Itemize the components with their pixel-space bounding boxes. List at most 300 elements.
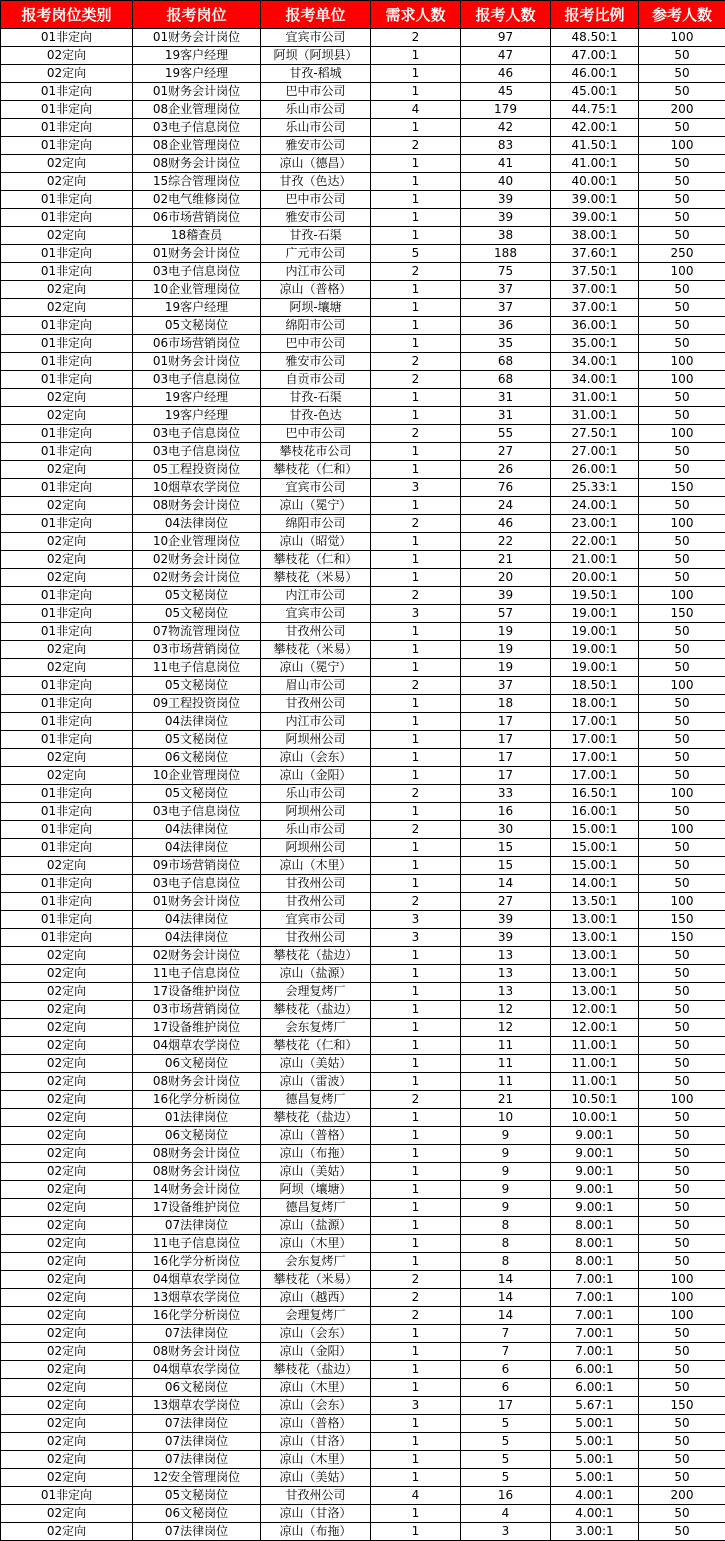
cell-applicants: 27 <box>461 893 551 911</box>
table-row <box>1 839 725 857</box>
cell-demand: 1 <box>371 1343 461 1361</box>
cell-applicants: 13 <box>461 983 551 1001</box>
cell-unit: 乐山市公司 <box>261 821 371 839</box>
cell-applicants: 21 <box>461 551 551 569</box>
table-row <box>1 497 725 515</box>
col-header-category: 报考岗位类别 <box>1 1 133 29</box>
cell-applicants: 188 <box>461 245 551 263</box>
cell-unit: 阿坝（壤塘） <box>261 1181 371 1199</box>
cell-category: 01非定向 <box>1 245 133 263</box>
cell-demand: 1 <box>371 461 461 479</box>
cell-unit: 凉山（木里） <box>261 1235 371 1253</box>
cell-category: 02定向 <box>1 1469 133 1487</box>
cell-examinees: 50 <box>639 641 725 659</box>
cell-unit: 凉山（会东） <box>261 1397 371 1415</box>
cell-unit: 凉山（布拖） <box>261 1523 371 1541</box>
cell-position: 05文秘岗位 <box>133 587 261 605</box>
table-row <box>1 389 725 407</box>
cell-category: 02定向 <box>1 659 133 677</box>
cell-position: 16化学分析岗位 <box>133 1253 261 1271</box>
cell-unit: 凉山（美姑） <box>261 1055 371 1073</box>
table-row <box>1 641 725 659</box>
cell-unit: 甘孜-色达 <box>261 407 371 425</box>
cell-examinees: 50 <box>639 713 725 731</box>
cell-ratio: 3.00:1 <box>551 1523 639 1541</box>
cell-applicants: 9 <box>461 1127 551 1145</box>
table-row <box>1 533 725 551</box>
cell-demand: 1 <box>371 569 461 587</box>
cell-applicants: 46 <box>461 65 551 83</box>
cell-position: 01财务会计岗位 <box>133 29 261 47</box>
cell-demand: 1 <box>371 83 461 101</box>
cell-demand: 1 <box>371 407 461 425</box>
cell-examinees: 50 <box>639 1415 725 1433</box>
cell-unit: 攀枝花市公司 <box>261 443 371 461</box>
cell-unit: 宜宾市公司 <box>261 605 371 623</box>
col-header-unit: 报考单位 <box>261 1 371 29</box>
cell-applicants: 24 <box>461 497 551 515</box>
cell-category: 01非定向 <box>1 713 133 731</box>
cell-unit: 凉山（甘洛） <box>261 1505 371 1523</box>
cell-examinees: 200 <box>639 1487 725 1505</box>
cell-ratio: 27.50:1 <box>551 425 639 443</box>
cell-position: 06文秘岗位 <box>133 1127 261 1145</box>
cell-applicants: 38 <box>461 227 551 245</box>
cell-applicants: 16 <box>461 1487 551 1505</box>
cell-unit: 眉山市公司 <box>261 677 371 695</box>
cell-applicants: 46 <box>461 515 551 533</box>
cell-examinees: 100 <box>639 425 725 443</box>
cell-position: 08财务会计岗位 <box>133 497 261 515</box>
table-row <box>1 281 725 299</box>
cell-ratio: 7.00:1 <box>551 1307 639 1325</box>
table-row <box>1 1109 725 1127</box>
cell-demand: 1 <box>371 281 461 299</box>
cell-unit: 凉山（雷波） <box>261 1073 371 1091</box>
cell-ratio: 23.00:1 <box>551 515 639 533</box>
cell-examinees: 50 <box>639 947 725 965</box>
cell-examinees: 50 <box>639 47 725 65</box>
cell-unit: 凉山（越西） <box>261 1289 371 1307</box>
cell-examinees: 50 <box>639 749 725 767</box>
cell-position: 04烟草农学岗位 <box>133 1037 261 1055</box>
cell-position: 05文秘岗位 <box>133 785 261 803</box>
cell-demand: 1 <box>371 1181 461 1199</box>
cell-examinees: 50 <box>639 1037 725 1055</box>
cell-ratio: 35.00:1 <box>551 335 639 353</box>
cell-examinees: 50 <box>639 1019 725 1037</box>
cell-unit: 甘孜州公司 <box>261 623 371 641</box>
cell-ratio: 17.00:1 <box>551 731 639 749</box>
cell-ratio: 8.00:1 <box>551 1235 639 1253</box>
cell-demand: 1 <box>371 173 461 191</box>
cell-applicants: 17 <box>461 1397 551 1415</box>
cell-demand: 2 <box>371 785 461 803</box>
cell-demand: 2 <box>371 677 461 695</box>
cell-unit: 乐山市公司 <box>261 785 371 803</box>
cell-unit: 阿坝州公司 <box>261 839 371 857</box>
cell-examinees: 50 <box>639 1145 725 1163</box>
cell-position: 08财务会计岗位 <box>133 1163 261 1181</box>
cell-unit: 攀枝花（米易） <box>261 569 371 587</box>
table-row <box>1 821 725 839</box>
table-row <box>1 1127 725 1145</box>
cell-examinees: 50 <box>639 461 725 479</box>
cell-examinees: 50 <box>639 965 725 983</box>
cell-applicants: 11 <box>461 1073 551 1091</box>
cell-applicants: 40 <box>461 173 551 191</box>
cell-category: 01非定向 <box>1 893 133 911</box>
cell-examinees: 100 <box>639 677 725 695</box>
cell-demand: 1 <box>371 389 461 407</box>
cell-examinees: 50 <box>639 1127 725 1145</box>
cell-demand: 1 <box>371 1037 461 1055</box>
table-row <box>1 713 725 731</box>
cell-examinees: 50 <box>639 1469 725 1487</box>
cell-ratio: 10.50:1 <box>551 1091 639 1109</box>
cell-ratio: 11.00:1 <box>551 1055 639 1073</box>
cell-category: 02定向 <box>1 173 133 191</box>
cell-demand: 1 <box>371 65 461 83</box>
cell-position: 16化学分析岗位 <box>133 1307 261 1325</box>
cell-unit: 凉山（会东） <box>261 1325 371 1343</box>
cell-ratio: 31.00:1 <box>551 389 639 407</box>
cell-unit: 凉山（普格） <box>261 1415 371 1433</box>
cell-unit: 甘孜-石渠 <box>261 227 371 245</box>
cell-ratio: 17.00:1 <box>551 749 639 767</box>
cell-applicants: 41 <box>461 155 551 173</box>
cell-examinees: 100 <box>639 29 725 47</box>
cell-position: 14财务会计岗位 <box>133 1181 261 1199</box>
cell-applicants: 6 <box>461 1361 551 1379</box>
cell-position: 01财务会计岗位 <box>133 893 261 911</box>
cell-category: 01非定向 <box>1 425 133 443</box>
cell-ratio: 9.00:1 <box>551 1163 639 1181</box>
cell-applicants: 9 <box>461 1145 551 1163</box>
cell-examinees: 50 <box>639 659 725 677</box>
cell-category: 02定向 <box>1 749 133 767</box>
cell-examinees: 50 <box>639 1253 725 1271</box>
cell-examinees: 100 <box>639 263 725 281</box>
table-row <box>1 749 725 767</box>
cell-demand: 1 <box>371 47 461 65</box>
cell-unit: 凉山（会东） <box>261 749 371 767</box>
cell-applicants: 9 <box>461 1199 551 1217</box>
cell-demand: 1 <box>371 713 461 731</box>
cell-position: 12安全管理岗位 <box>133 1469 261 1487</box>
cell-category: 01非定向 <box>1 29 133 47</box>
cell-category: 01非定向 <box>1 263 133 281</box>
cell-category: 01非定向 <box>1 785 133 803</box>
cell-category: 02定向 <box>1 1217 133 1235</box>
cell-applicants: 83 <box>461 137 551 155</box>
cell-unit: 雅安市公司 <box>261 353 371 371</box>
cell-ratio: 41.00:1 <box>551 155 639 173</box>
cell-unit: 雅安市公司 <box>261 137 371 155</box>
cell-applicants: 8 <box>461 1235 551 1253</box>
cell-applicants: 39 <box>461 191 551 209</box>
cell-demand: 1 <box>371 1253 461 1271</box>
cell-applicants: 11 <box>461 1055 551 1073</box>
cell-demand: 1 <box>371 1217 461 1235</box>
cell-ratio: 22.00:1 <box>551 533 639 551</box>
cell-applicants: 68 <box>461 353 551 371</box>
cell-position: 05文秘岗位 <box>133 605 261 623</box>
cell-unit: 会理复烤厂 <box>261 983 371 1001</box>
cell-examinees: 50 <box>639 191 725 209</box>
cell-examinees: 50 <box>639 1325 725 1343</box>
cell-unit: 凉山（美姑） <box>261 1469 371 1487</box>
table-row <box>1 1523 725 1541</box>
cell-applicants: 22 <box>461 533 551 551</box>
cell-demand: 1 <box>371 335 461 353</box>
cell-category: 01非定向 <box>1 803 133 821</box>
cell-position: 09市场营销岗位 <box>133 857 261 875</box>
cell-applicants: 9 <box>461 1163 551 1181</box>
table-row <box>1 1271 725 1289</box>
cell-demand: 1 <box>371 1505 461 1523</box>
cell-unit: 内江市公司 <box>261 713 371 731</box>
cell-applicants: 42 <box>461 119 551 137</box>
cell-demand: 1 <box>371 533 461 551</box>
cell-category: 01非定向 <box>1 119 133 137</box>
cell-category: 02定向 <box>1 47 133 65</box>
cell-unit: 攀枝花（盐边） <box>261 947 371 965</box>
table-row <box>1 965 725 983</box>
table-row <box>1 569 725 587</box>
cell-position: 02财务会计岗位 <box>133 569 261 587</box>
cell-applicants: 14 <box>461 1307 551 1325</box>
cell-category: 01非定向 <box>1 821 133 839</box>
cell-applicants: 7 <box>461 1325 551 1343</box>
table-row <box>1 407 725 425</box>
cell-examinees: 50 <box>639 1523 725 1541</box>
cell-demand: 1 <box>371 839 461 857</box>
cell-position: 07法律岗位 <box>133 1523 261 1541</box>
cell-ratio: 5.00:1 <box>551 1451 639 1469</box>
cell-demand: 1 <box>371 767 461 785</box>
cell-examinees: 150 <box>639 929 725 947</box>
cell-applicants: 15 <box>461 839 551 857</box>
cell-category: 01非定向 <box>1 317 133 335</box>
cell-ratio: 34.00:1 <box>551 371 639 389</box>
cell-demand: 2 <box>371 353 461 371</box>
cell-examinees: 150 <box>639 605 725 623</box>
cell-examinees: 200 <box>639 101 725 119</box>
cell-demand: 1 <box>371 1019 461 1037</box>
cell-ratio: 19.50:1 <box>551 587 639 605</box>
cell-applicants: 14 <box>461 1289 551 1307</box>
cell-applicants: 8 <box>461 1253 551 1271</box>
cell-category: 02定向 <box>1 1055 133 1073</box>
cell-unit: 凉山（盐源） <box>261 965 371 983</box>
cell-demand: 1 <box>371 551 461 569</box>
cell-applicants: 6 <box>461 1379 551 1397</box>
table-row <box>1 83 725 101</box>
cell-ratio: 4.00:1 <box>551 1505 639 1523</box>
cell-category: 02定向 <box>1 1289 133 1307</box>
cell-applicants: 36 <box>461 317 551 335</box>
cell-unit: 阿坝-壤塘 <box>261 299 371 317</box>
cell-position: 05文秘岗位 <box>133 731 261 749</box>
cell-category: 02定向 <box>1 857 133 875</box>
cell-examinees: 50 <box>639 1235 725 1253</box>
cell-unit: 会东复烤厂 <box>261 1019 371 1037</box>
cell-demand: 1 <box>371 1001 461 1019</box>
cell-unit: 凉山（金阳） <box>261 1343 371 1361</box>
cell-examinees: 50 <box>639 317 725 335</box>
cell-position: 05文秘岗位 <box>133 677 261 695</box>
table-row <box>1 1037 725 1055</box>
cell-applicants: 12 <box>461 1019 551 1037</box>
cell-position: 03电子信息岗位 <box>133 443 261 461</box>
table-row <box>1 461 725 479</box>
cell-examinees: 50 <box>639 1055 725 1073</box>
cell-unit: 攀枝花（盐边） <box>261 1109 371 1127</box>
cell-applicants: 30 <box>461 821 551 839</box>
cell-examinees: 50 <box>639 335 725 353</box>
cell-position: 05工程投资岗位 <box>133 461 261 479</box>
cell-category: 02定向 <box>1 497 133 515</box>
table-row <box>1 1343 725 1361</box>
table-row <box>1 1235 725 1253</box>
cell-applicants: 4 <box>461 1505 551 1523</box>
cell-ratio: 12.00:1 <box>551 1001 639 1019</box>
cell-category: 01非定向 <box>1 353 133 371</box>
cell-position: 04法律岗位 <box>133 929 261 947</box>
cell-position: 05文秘岗位 <box>133 1487 261 1505</box>
cell-position: 19客户经理 <box>133 299 261 317</box>
cell-ratio: 37.00:1 <box>551 281 639 299</box>
cell-examinees: 100 <box>639 353 725 371</box>
table-row <box>1 1001 725 1019</box>
cell-position: 03电子信息岗位 <box>133 263 261 281</box>
cell-position: 10企业管理岗位 <box>133 767 261 785</box>
cell-applicants: 19 <box>461 641 551 659</box>
cell-demand: 2 <box>371 1289 461 1307</box>
cell-category: 02定向 <box>1 1073 133 1091</box>
cell-applicants: 17 <box>461 713 551 731</box>
table-row <box>1 1469 725 1487</box>
cell-ratio: 13.00:1 <box>551 929 639 947</box>
cell-ratio: 8.00:1 <box>551 1253 639 1271</box>
cell-ratio: 13.00:1 <box>551 965 639 983</box>
cell-applicants: 5 <box>461 1433 551 1451</box>
cell-demand: 1 <box>371 749 461 767</box>
cell-category: 02定向 <box>1 1523 133 1541</box>
cell-position: 13烟草农学岗位 <box>133 1289 261 1307</box>
cell-demand: 1 <box>371 209 461 227</box>
cell-applicants: 5 <box>461 1469 551 1487</box>
cell-applicants: 45 <box>461 83 551 101</box>
cell-examinees: 100 <box>639 137 725 155</box>
cell-applicants: 75 <box>461 263 551 281</box>
cell-unit: 绵阳市公司 <box>261 515 371 533</box>
cell-position: 04法律岗位 <box>133 839 261 857</box>
table-row <box>1 785 725 803</box>
col-header-position: 报考岗位 <box>133 1 261 29</box>
cell-unit: 乐山市公司 <box>261 119 371 137</box>
cell-demand: 2 <box>371 1307 461 1325</box>
cell-ratio: 9.00:1 <box>551 1145 639 1163</box>
cell-unit: 凉山（木里） <box>261 1451 371 1469</box>
cell-ratio: 46.00:1 <box>551 65 639 83</box>
cell-unit: 甘孜-稻城 <box>261 65 371 83</box>
cell-position: 08财务会计岗位 <box>133 1073 261 1091</box>
cell-demand: 1 <box>371 1379 461 1397</box>
cell-ratio: 39.00:1 <box>551 209 639 227</box>
cell-category: 01非定向 <box>1 515 133 533</box>
table-row <box>1 659 725 677</box>
cell-examinees: 250 <box>639 245 725 263</box>
cell-ratio: 17.00:1 <box>551 713 639 731</box>
cell-ratio: 4.00:1 <box>551 1487 639 1505</box>
cell-category: 01非定向 <box>1 1487 133 1505</box>
cell-applicants: 39 <box>461 911 551 929</box>
cell-ratio: 6.00:1 <box>551 1361 639 1379</box>
cell-applicants: 20 <box>461 569 551 587</box>
table-body <box>1 29 725 1541</box>
cell-ratio: 19.00:1 <box>551 623 639 641</box>
cell-applicants: 35 <box>461 335 551 353</box>
table-row <box>1 479 725 497</box>
table-row <box>1 767 725 785</box>
cell-demand: 2 <box>371 893 461 911</box>
table-row <box>1 299 725 317</box>
cell-demand: 1 <box>371 1523 461 1541</box>
cell-ratio: 16.50:1 <box>551 785 639 803</box>
cell-position: 07法律岗位 <box>133 1217 261 1235</box>
cell-demand: 1 <box>371 1145 461 1163</box>
table-row <box>1 173 725 191</box>
cell-position: 06文秘岗位 <box>133 1505 261 1523</box>
cell-ratio: 15.00:1 <box>551 857 639 875</box>
cell-applicants: 13 <box>461 947 551 965</box>
cell-examinees: 50 <box>639 155 725 173</box>
cell-demand: 3 <box>371 479 461 497</box>
cell-unit: 阿坝（阿坝县） <box>261 47 371 65</box>
table-row <box>1 551 725 569</box>
table-row <box>1 425 725 443</box>
table-row <box>1 1487 725 1505</box>
cell-position: 04法律岗位 <box>133 713 261 731</box>
cell-position: 02财务会计岗位 <box>133 551 261 569</box>
cell-position: 10烟草农学岗位 <box>133 479 261 497</box>
cell-ratio: 13.50:1 <box>551 893 639 911</box>
cell-ratio: 9.00:1 <box>551 1199 639 1217</box>
table-row <box>1 803 725 821</box>
cell-category: 02定向 <box>1 1343 133 1361</box>
cell-examinees: 50 <box>639 695 725 713</box>
cell-applicants: 9 <box>461 1181 551 1199</box>
table-row <box>1 695 725 713</box>
cell-position: 07法律岗位 <box>133 1325 261 1343</box>
cell-unit: 德昌复烤厂 <box>261 1091 371 1109</box>
cell-demand: 1 <box>371 731 461 749</box>
cell-ratio: 42.00:1 <box>551 119 639 137</box>
table-row <box>1 1415 725 1433</box>
cell-category: 02定向 <box>1 1325 133 1343</box>
cell-demand: 2 <box>371 515 461 533</box>
cell-category: 02定向 <box>1 1397 133 1415</box>
col-header-ratio: 报考比例 <box>551 1 639 29</box>
cell-applicants: 12 <box>461 1001 551 1019</box>
cell-examinees: 150 <box>639 479 725 497</box>
cell-ratio: 25.33:1 <box>551 479 639 497</box>
table-row <box>1 1145 725 1163</box>
cell-position: 11电子信息岗位 <box>133 965 261 983</box>
cell-position: 04烟草农学岗位 <box>133 1271 261 1289</box>
